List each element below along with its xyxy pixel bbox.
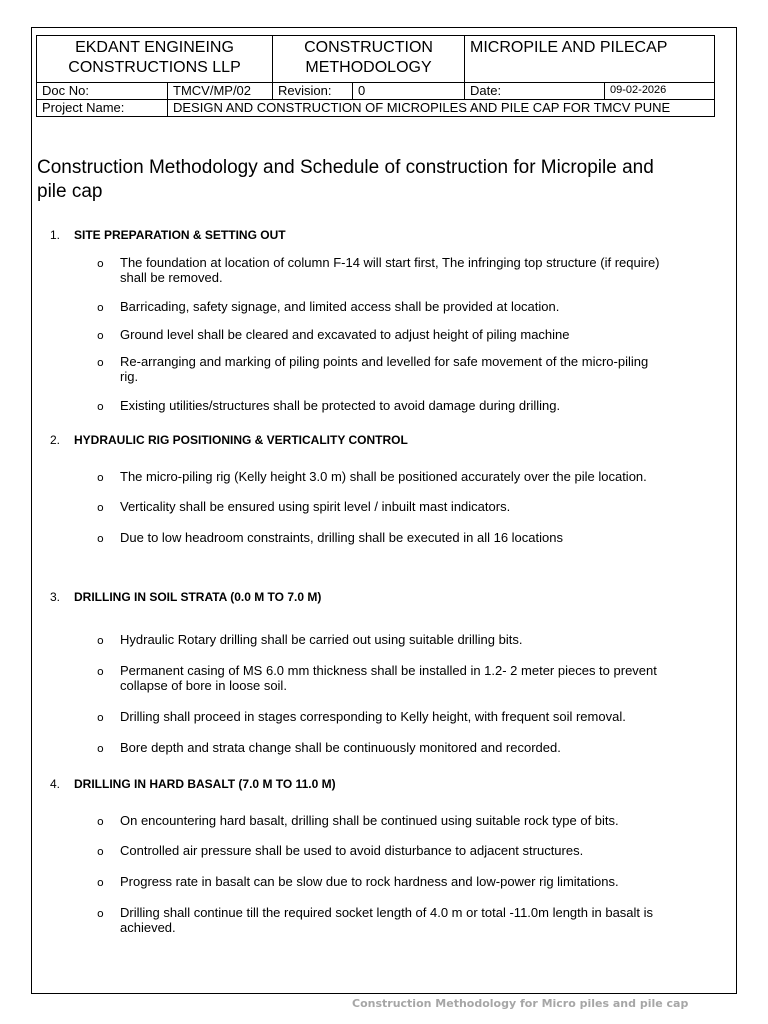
company-name-cell xyxy=(37,36,273,83)
date-value: 09-02-2026 xyxy=(605,83,715,100)
list-item-line: rig. xyxy=(120,369,139,384)
section-heading xyxy=(50,590,321,604)
list-item-line: Ground level shall be cleared and excavated to adjust height of piling machine xyxy=(120,327,570,342)
list-item-line: Hydraulic Rotary drilling shall be carried out using suitable drilling bits. xyxy=(120,632,523,647)
section-heading-text: DRILLING IN SOIL STRATA (0.0 M TO 7.0 M) xyxy=(74,590,322,604)
list-item-text xyxy=(120,663,717,693)
section-number: 2. xyxy=(50,433,61,447)
section-heading xyxy=(50,228,286,242)
section-heading-text: SITE PREPARATION & SETTING OUT xyxy=(74,228,286,242)
list-item-text xyxy=(120,813,717,828)
list-item-line: achieved. xyxy=(120,920,176,935)
bullet-circle-icon: o xyxy=(97,532,104,545)
list-item xyxy=(97,709,717,724)
list-item-line: Barricading, safety signage, and limited access shall be provided at location. xyxy=(120,299,560,314)
list-item-line: shall be removed. xyxy=(120,270,223,285)
list-item xyxy=(97,327,717,342)
list-item-line: Drilling shall proceed in stages corresponding to Kelly height, with frequent soil removal. xyxy=(120,709,626,724)
section-heading xyxy=(50,433,408,447)
list-item-text xyxy=(120,905,717,935)
list-item-text xyxy=(120,398,717,413)
document-header-table xyxy=(36,35,715,117)
list-item-line: Permanent casing of MS 6.0 mm thickness shall be installed in 1.2- 2 meter pieces to prevent xyxy=(120,663,657,678)
list-item-line: collapse of bore in loose soil. xyxy=(120,678,287,693)
list-item-line: Drilling shall continue till the required socket length of 4.0 m or total -11.0m length in basalt is xyxy=(120,905,654,920)
bullet-circle-icon: o xyxy=(97,845,104,858)
list-item-line: The foundation at location of column F-14 will start first, The infringing top structure (if require) xyxy=(120,255,660,270)
page-footer: Construction Methodology for Micro piles and pile cap xyxy=(352,997,689,1010)
date-label: Date: xyxy=(465,83,605,100)
revision-label: Revision: xyxy=(273,83,353,100)
list-item xyxy=(97,632,717,647)
list-item xyxy=(97,255,717,285)
list-item xyxy=(97,905,717,935)
list-item xyxy=(97,813,717,828)
list-item xyxy=(97,299,717,314)
page-title xyxy=(37,156,727,204)
list-item-line: Controlled air pressure shall be used to avoid disturbance to adjacent structures. xyxy=(120,843,584,858)
doc-type-line1: CONSTRUCTION xyxy=(304,39,433,56)
bullet-circle-icon: o xyxy=(97,501,104,514)
list-item-line: Existing utilities/structures shall be protected to avoid damage during drilling. xyxy=(120,398,561,413)
list-item-text xyxy=(120,709,717,724)
project-name-label: Project Name: xyxy=(37,100,168,117)
list-item-line: Due to low headroom constraints, drilling shall be executed in all 16 locations xyxy=(120,530,563,545)
bullet-circle-icon: o xyxy=(97,301,104,314)
list-item xyxy=(97,499,717,514)
list-item-line: Verticality shall be ensured using spirit level / inbuilt mast indicators. xyxy=(120,499,511,514)
bullet-circle-icon: o xyxy=(97,711,104,724)
subject-cell: MICROPILE AND PILECAP xyxy=(465,36,715,83)
list-item-line: Re-arranging and marking of piling points and levelled for safe movement of the micro-piling xyxy=(120,354,649,369)
doc-type-line2: METHODOLOGY xyxy=(305,59,432,76)
section-number: 3. xyxy=(50,590,61,604)
list-item xyxy=(97,663,717,693)
page-title-line2: pile cap xyxy=(37,181,103,202)
list-item-text xyxy=(120,843,717,858)
bullet-circle-icon: o xyxy=(97,471,104,484)
list-item-text xyxy=(120,740,717,755)
bullet-circle-icon: o xyxy=(97,665,104,678)
list-item-line: Bore depth and strata change shall be continuously monitored and recorded. xyxy=(120,740,561,755)
list-item-text xyxy=(120,255,717,285)
list-item xyxy=(97,874,717,889)
list-item xyxy=(97,530,717,545)
bullet-circle-icon: o xyxy=(97,907,104,920)
list-item xyxy=(97,740,717,755)
list-item xyxy=(97,398,717,413)
company-name-line2: CONSTRUCTIONS LLP xyxy=(68,59,241,76)
section-heading-text: HYDRAULIC RIG POSITIONING & VERTICALITY CONTROL xyxy=(74,433,408,447)
list-item-text xyxy=(120,299,717,314)
bullet-circle-icon: o xyxy=(97,329,104,342)
list-item-text xyxy=(120,469,717,484)
bullet-circle-icon: o xyxy=(97,400,104,413)
company-name-line1: EKDANT ENGINEING xyxy=(75,39,234,56)
section-number: 4. xyxy=(50,777,61,791)
list-item-line: On encountering hard basalt, drilling shall be continued using suitable rock type of bits. xyxy=(120,813,619,828)
bullet-circle-icon: o xyxy=(97,257,104,270)
doc-no-label: Doc No: xyxy=(37,83,168,100)
list-item xyxy=(97,469,717,484)
list-item-text xyxy=(120,874,717,889)
doc-type-cell xyxy=(273,36,465,83)
list-item-text xyxy=(120,530,717,545)
bullet-circle-icon: o xyxy=(97,742,104,755)
revision-value: 0 xyxy=(353,83,465,100)
bullet-circle-icon: o xyxy=(97,815,104,828)
list-item-text xyxy=(120,499,717,514)
list-item-line: Progress rate in basalt can be slow due to rock hardness and low-power rig limitations. xyxy=(120,874,619,889)
list-item-line: The micro-piling rig (Kelly height 3.0 m) shall be positioned accurately over the pile location. xyxy=(120,469,647,484)
section-number: 1. xyxy=(50,228,61,242)
doc-no-value: TMCV/MP/02 xyxy=(168,83,273,100)
list-item xyxy=(97,843,717,858)
bullet-circle-icon: o xyxy=(97,634,104,647)
bullet-circle-icon: o xyxy=(97,356,104,369)
list-item-text xyxy=(120,632,717,647)
project-name-value: DESIGN AND CONSTRUCTION OF MICROPILES AND PILE CAP FOR TMCV PUNE xyxy=(168,100,715,117)
list-item-text xyxy=(120,354,717,384)
section-heading-text: DRILLING IN HARD BASALT (7.0 M TO 11.0 M) xyxy=(74,777,336,791)
list-item xyxy=(97,354,717,384)
bullet-circle-icon: o xyxy=(97,876,104,889)
list-item-text xyxy=(120,327,717,342)
page-title-line1: Construction Methodology and Schedule of construction for Micropile and xyxy=(37,157,654,178)
section-heading xyxy=(50,777,336,791)
